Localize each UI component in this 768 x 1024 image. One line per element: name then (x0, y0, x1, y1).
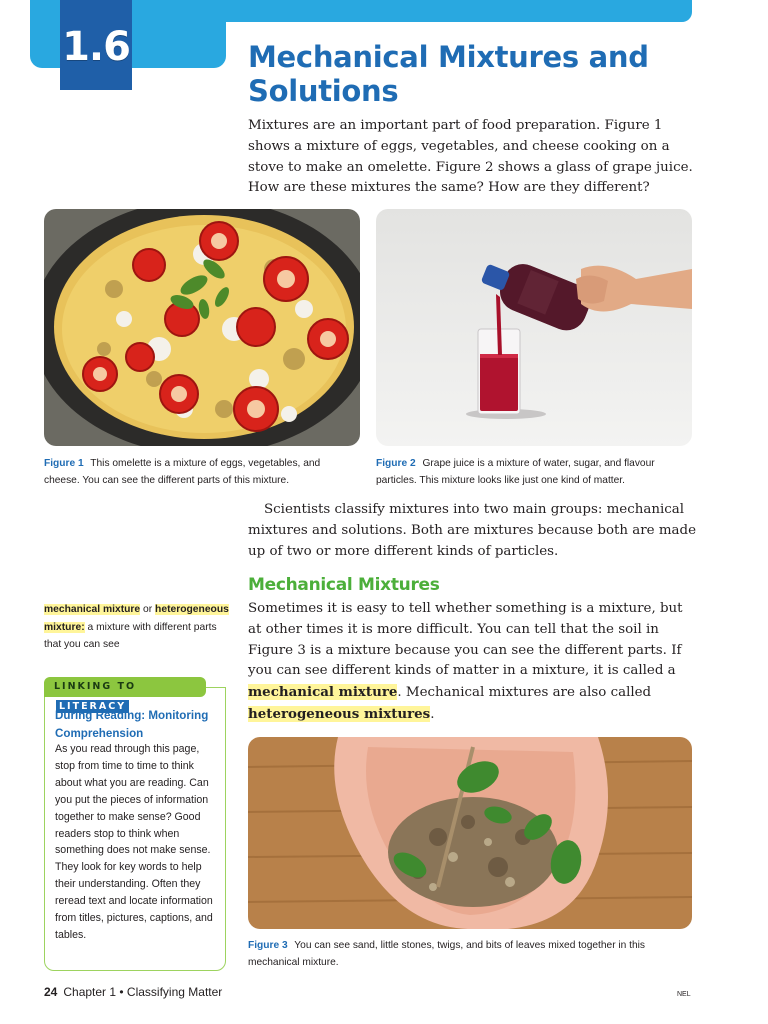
section-number: 1.6 (60, 0, 132, 90)
figure-1-caption-text: This omelette is a mixture of eggs, vegetables, and cheese. You can see the different parts of this mixture. (44, 458, 321, 486)
glossary-definition-text: a mixture with different parts that you can see (44, 621, 217, 650)
figure-2-caption (376, 455, 692, 489)
key-term-heterogeneous-mixtures: heterogeneous mixtures (248, 705, 431, 722)
intro-paragraph: Mixtures are an important part of food preparation. Figure 1 shows a mixture of eggs, vegetables, and cheese cooking on a stove to make an omelette. Figure 2 shows a glass of grape juice. How are these mixtures the same? How are they different? (248, 118, 693, 196)
mechanical-mixtures-heading: Mechanical Mixtures (248, 575, 440, 595)
paragraph-text-start: Sometimes it is easy to tell whether something is a mixture, but at other times it is more difficult. You can tell that the soil in Figure 3 is a mixture because you can see the different parts. If you can see different kinds of matter in a mixture, it is called a (248, 601, 683, 679)
key-term-mechanical-mixture: mechanical mixture (248, 684, 398, 701)
figure-1-label: Figure 1 (44, 458, 84, 469)
literacy-body-text: As you read through this page, stop from time to time to think about what you are reading. Can you put the pieces of information together to make sense? Good readers stop to think when something does not make sense. They look for key words to help their understanding. Often they reread text and locate information from titles, pictures, captions, and tables. (55, 743, 213, 941)
figure-2-grape-juice-image (376, 209, 692, 446)
paragraph-text-middle: . Mechanical mixtures are also called (397, 685, 652, 701)
literacy-heading: During Reading: Monitoring Comprehension (55, 709, 209, 740)
figure-1-omelette-image (44, 209, 360, 446)
linking-to-literacy-tab (44, 677, 206, 712)
page-number: 24 (44, 985, 58, 999)
figure-3-caption (248, 937, 692, 971)
page-title: Mechanical Mixtures and Solutions (248, 40, 649, 108)
chapter-title: Chapter 1 • Classifying Matter (63, 985, 223, 999)
glossary-term-heterogeneous-mixture: heterogeneous mixture: (44, 604, 229, 633)
classification-paragraph: Scientists classify mixtures into two main groups: mechanical mixtures and solutions. Both are mixtures because both are made up of two or more different kinds of particles. (248, 502, 697, 559)
mechanical-mixtures-paragraph (248, 599, 698, 726)
figure-2-label: Figure 2 (376, 458, 416, 469)
page-footer (44, 985, 222, 999)
figure-2-caption-text: Grape juice is a mixture of water, sugar, and flavour particles. This mixture looks like just one kind of matter. (376, 458, 655, 486)
literacy-tab-prefix: LINKING TO (54, 681, 137, 692)
figure-1-caption (44, 455, 354, 489)
paragraph-text-end: . (430, 706, 435, 722)
publisher-mark: NEL (677, 991, 691, 998)
figure-3-label: Figure 3 (248, 940, 288, 951)
glossary-connector: or (140, 604, 156, 615)
glossary-definition (44, 601, 229, 654)
literacy-tab-highlight: LITERACY (56, 700, 129, 713)
glossary-term-mechanical-mixture: mechanical mixture (44, 604, 141, 615)
figure-3-soil-mixture-image (248, 737, 692, 929)
figure-3-caption-text: You can see sand, little stones, twigs, and bits of leaves mixed together in this mechanical mixture. (248, 940, 646, 968)
